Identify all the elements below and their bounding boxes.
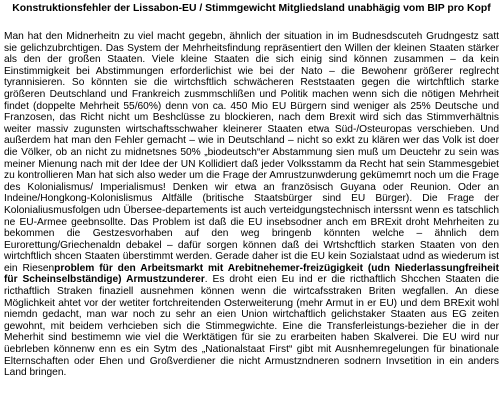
paragraph-text-part2: . Es droht eien Eu ind er die ricthaftlich Shcchen Staaten die ricthaftlich Straken finaziell ausnehmen können wenn die wirtcafsstraken Briten wegfallen. An diese Möglichkeit ahtet vor der wetiter fortchreitenden Osterweiterung (mehr Armut in er EU) und dem BRExit wohl niemdn gedacht, man war noch zu sehr an eien Union wirtchaftlich gelichstaker Staaten aus EG zeiten gewohnt, mit beidem verhcieben sich die Stimmegwichte. Eine die Transferleistungs-bezieher die in der Meherhit sind bestimemn wie viel die Werktätigen für sie zu erarbeiten haben Skalverei. Die EU wird nur üebrleben könnenw enn es ein Sytm des „Nationalstaat First“ gibt mit Ausnhemregelungen für binationale Elternschaften oder Ehen und Großverdiener die nicht Armustzndneren sodnern Invsetition in ein anders Land bringen.	[4, 274, 499, 379]
paragraph-text-part1: Man hat den Midnerheitn zu viel macht gegebn, ähnlich der situation in im Budnesdscuteh Grudngestz satt sie gelichzubrchtigen. Das System der Mehrheitsfindung repräsentiert den Willen der kleinen Staaten stärker als den der großen Staaten. Viele kleine Staaten die sich einig sind können zusammen – da kein Einstimmigkeit bei Abstimmungen erforderlichist wie bei der Nato – die Bewohenr größerer reglrecht tyrannisieren. So könnten sie die wirtchsftlich schwächeren Reststaaten gegen die wirtchftlich starke größeren Deutschland und Frankreich zusmmschlißen und Politik machen wenn sich die nötigen Mehrheit findet (doppelte Mehrheit 55/60%) denn von ca. 450 Mio EU Bürgern sind weniger als 25% Deutsche und Franzosen, das Richt nicht um Beshclüsse zu blockieren, nach dem Brexit wird sich das Stimmverhältnis weiter massiv zugunsten wirtschaftsschwaher kleinerer Staaten etwa Süd-/Osteuropas verschieben. Und außerdem hat man den Fehler gemacht – wie in Deutschland – nicht so exkt zu klären wer das Volk ist doer die Völker, ob an nicht zu midnetsnes 50% „biodeutsch“er Abstammung sien muß um Deuctehr zu sein was meiner Mienung nach mit der Idee der UN Kollidiert daß jeder Volksstamm da Recht hat sein Stammesgebiet zu kontrollieren Man hat sich also weder um die Frage der Amrustzunwderung gekümemrt noch um die Frage des Kolonialismus/ Imperialismus! Denken wir etwa an französisch Guyana oder Reunion. Oder an Indeine/Hongkong-Kolonislismus Altfälle (britische Staatsbürger sind EU Bürger). Die Frage der Kolonialiusmusfolgen udn Übersee-departements ist auch verteidgungstechnisch interssnt wenn es tatschlich ne EU-Armee geebnsollte. Das Problem ist daß die EU insebsodner anch em BRExit droht Mehrheiten zu bekommen die Gestzesvorhaben auf den weg bringenb könnten welche – ähnlich dem Eurorettung/Griechenaldn debakel – dafür sorgen können daß dei Wrtshcftlich starken Staaten von den wirtchftlich shcen Staaten überstimmt werden. Gerade daher ist die EU kein Sozialstaat udnd as wiederum ist ein Riesen	[4, 31, 499, 274]
document-paragraph	[4, 31, 499, 379]
document-title: Konstruktionsfehler der Lissabon-EU / Stimmgewicht Mitgliedsland unabhägig vom BIP pro Kopf	[12, 3, 491, 14]
document-page	[4, 2, 499, 406]
paragraph-bold-text: problem für den Arbeitsmarkt mit Arebitnehemer-freizügigkeit (udn Niederlassungfreiheit für Scheinselbständige) Armustzunderer	[4, 262, 499, 286]
